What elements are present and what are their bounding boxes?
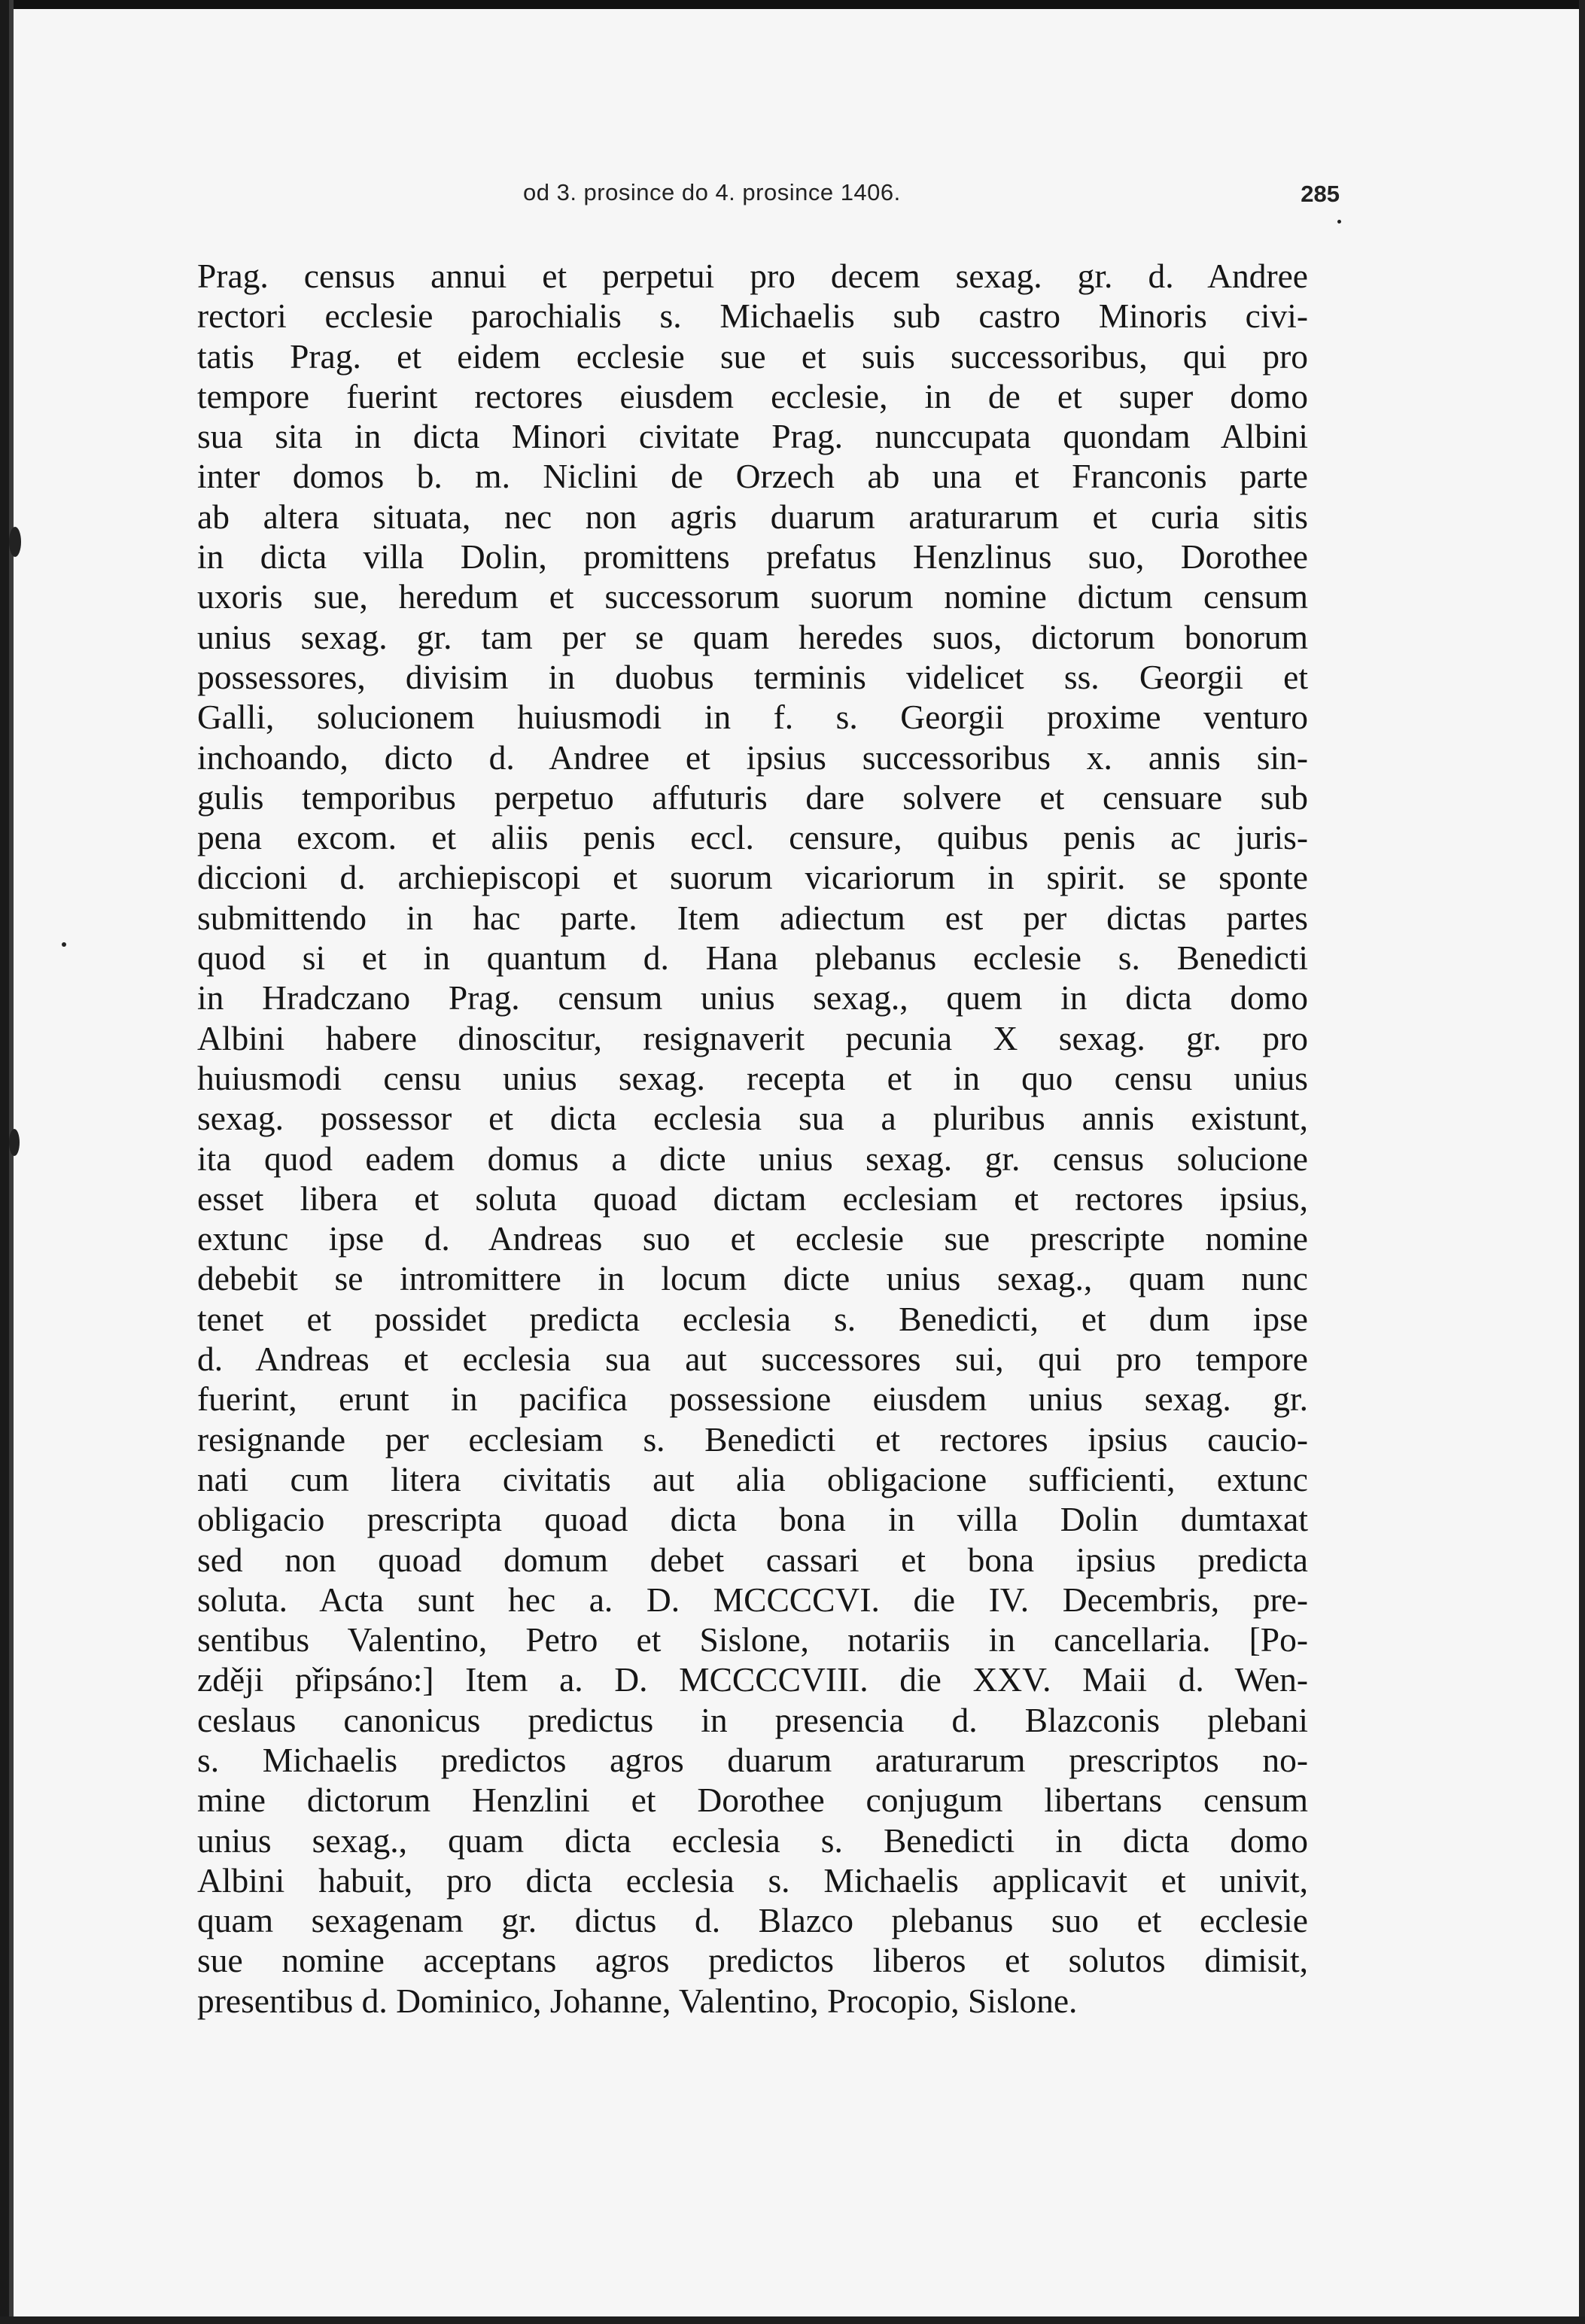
text-line: uxoris sue, heredum et successorum suorum nomine dictum censum — [197, 577, 1308, 616]
text-line: soluta. Acta sunt hec a. D. MCCCCVI. die IV. Decembris, pre- — [197, 1580, 1308, 1619]
text-line: sua sita in dicta Minori civitate Prag. nunccupata quondam Albini — [197, 417, 1308, 456]
scan-speck — [1337, 220, 1341, 224]
text-line: unius sexag., quam dicta ecclesia s. Benedicti in dicta domo — [197, 1821, 1308, 1860]
text-line: fuerint, erunt in pacifica possessione eiusdem unius sexag. gr. — [197, 1379, 1308, 1419]
text-line: inter domos b. m. Niclini de Orzech ab una et Franconis parte — [197, 457, 1308, 496]
text-line: nati cum litera civitatis aut alia obligacione sufficienti, extunc — [197, 1459, 1308, 1498]
text-line: s. Michaelis predictos agros duarum araturarum prescriptos no- — [197, 1740, 1308, 1779]
text-line: ab altera situata, nec non agris duarum araturarum et curia sitis — [197, 497, 1308, 536]
text-line: sexag. possessor et dicta ecclesia sua a pluribus annis existunt, — [197, 1099, 1308, 1138]
text-line: pena excom. et aliis penis eccl. censure, quibus penis ac juris- — [197, 818, 1308, 857]
text-line: rectori ecclesie parochialis s. Michaelis sub castro Minoris civi- — [197, 297, 1308, 336]
scan-edge-top — [0, 0, 1585, 9]
text-line: zději připsáno:] Item a. D. MCCCCVIII. die XXV. Maii d. Wen- — [197, 1660, 1308, 1699]
text-line: gulis temporibus perpetuo affuturis dare solvere et censuare sub — [197, 777, 1308, 817]
text-line: Galli, solucionem huiusmodi in f. s. Georgii proxime venturo — [197, 698, 1308, 737]
scan-edge-right — [1579, 0, 1585, 2324]
text-line: possessores, divisim in duobus terminis videlicet ss. Georgii et — [197, 657, 1308, 696]
text-line: submittendo in hac parte. Item adiectum est per dictas partes — [197, 898, 1308, 937]
text-line: ita quod eadem domus a dicte unius sexag. gr. census solucione — [197, 1139, 1308, 1178]
text-line: resignande per ecclesiam s. Benedicti et rectores ipsius caucio- — [197, 1419, 1308, 1459]
scan-edge-left-inner — [9, 0, 14, 2324]
text-line: Prag. census annui et perpetui pro decem sexag. gr. d. Andree — [197, 257, 1308, 295]
text-line: diccioni d. archiepiscopi et suorum vicariorum in spirit. se sponte — [197, 858, 1308, 897]
page-header — [196, 175, 1340, 211]
text-line: obligacio prescripta quoad dicta bona in villa Dolin dumtaxat — [197, 1500, 1308, 1539]
text-line: tenet et possidet predicta ecclesia s. Benedicti, et dum ipse — [197, 1299, 1308, 1338]
text-line: esset libera et soluta quoad dictam ecclesiam et rectores ipsius, — [197, 1179, 1308, 1218]
text-line: mine dictorum Henzlini et Dorothee conjugum libertans censum — [197, 1781, 1308, 1820]
text-line: sentibus Valentino, Petro et Sislone, notariis in cancellaria. [Po- — [197, 1620, 1308, 1659]
text-line: Albini habere dinoscitur, resignaverit pecunia X sexag. gr. pro — [197, 1018, 1308, 1057]
text-line: in Hradczano Prag. censum unius sexag., quem in dicta domo — [197, 978, 1308, 1018]
running-head: od 3. prosince do 4. prosince 1406. — [523, 179, 901, 205]
text-line: Albini habuit, pro dicta ecclesia s. Michaelis applicavit et univit, — [197, 1860, 1308, 1900]
scan-speck — [62, 942, 66, 947]
text-line: presentibus d. Dominico, Johanne, Valentino, Procopio, Sislone. — [197, 1981, 1078, 2020]
text-line: quod si et in quantum d. Hana plebanus ecclesie s. Benedicti — [197, 938, 1308, 978]
text-line: extunc ipse d. Andreas suo et ecclesie sue prescripte nomine — [197, 1219, 1308, 1258]
body-text — [197, 256, 1308, 2021]
text-line: tempore fuerint rectores eiusdem ecclesie, in de et super domo — [197, 376, 1308, 415]
scan-edge-bottom — [0, 2316, 1585, 2324]
text-line: d. Andreas et ecclesia sua aut successores sui, qui pro tempore — [197, 1340, 1308, 1379]
text-line: sed non quoad domum debet cassari et bona ipsius predicta — [197, 1540, 1308, 1579]
scan-edge-left — [0, 0, 9, 2324]
text-line: quam sexagenam gr. dictus d. Blazco plebanus suo et ecclesie — [197, 1901, 1308, 1940]
text-line: inchoando, dicto d. Andree et ipsius successoribus x. annis sin- — [197, 738, 1308, 777]
text-line: sue nomine acceptans agros predictos liberos et solutos dimisit, — [197, 1941, 1308, 1980]
scan-mark — [9, 527, 21, 557]
text-line: debebit se intromittere in locum dicte unius sexag., quam nunc — [197, 1259, 1308, 1298]
text-line: tatis Prag. et eidem ecclesie sue et suis successoribus, qui pro — [197, 336, 1308, 376]
text-line: huiusmodi censu unius sexag. recepta et in quo censu unius — [197, 1058, 1308, 1097]
scan-mark — [9, 1129, 20, 1156]
text-line: in dicta villa Dolin, promittens prefatus Henzlinus suo, Dorothee — [197, 537, 1308, 576]
text-line: unius sexag. gr. tam per se quam heredes suos, dictorum bonorum — [197, 617, 1308, 656]
text-line: ceslaus canonicus predictus in presencia d. Blazconis plebani — [197, 1700, 1308, 1739]
page-number: 285 — [1301, 181, 1340, 207]
